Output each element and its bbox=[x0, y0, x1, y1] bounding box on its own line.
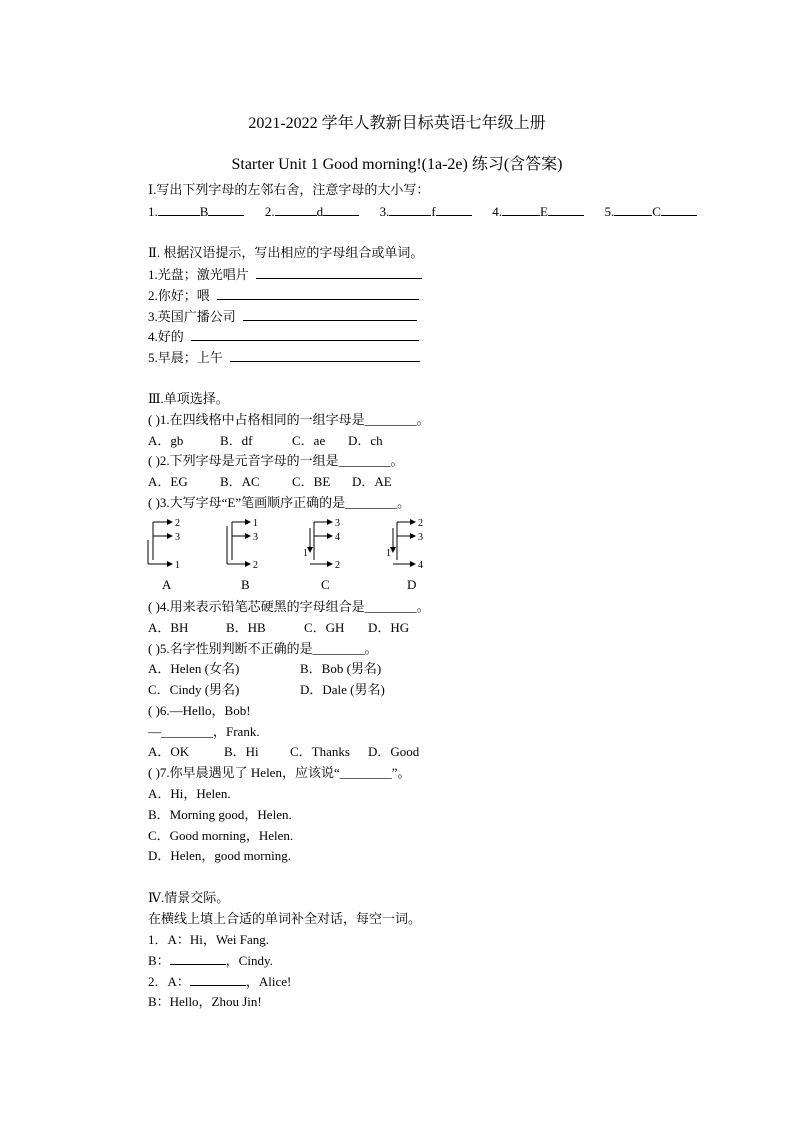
section-1-line: 1. B 2. d 3. f 4. E 5. C bbox=[148, 203, 697, 220]
question-5-options-ab: A．Helen (女名) B．Bob (男名) bbox=[148, 661, 382, 676]
s2-item-4: 4.好的 bbox=[148, 328, 419, 345]
section-1-heading: Ⅰ.写出下列字母的左邻右舍，注意字母的大小写： bbox=[148, 182, 430, 197]
question-7-option-a: A．Hi，Helen. bbox=[148, 786, 231, 801]
s2-item-1: 1.光盘；激光唱片 bbox=[148, 266, 422, 283]
document-subtitle: Starter Unit 1 Good morning!(1a-2e) 练习(含答案) bbox=[231, 156, 563, 173]
fig-c-n3: 1 bbox=[303, 548, 308, 559]
stroke-order-figures bbox=[140, 514, 440, 572]
document-title: 2021-2022 学年人教新目标英语七年级上册 bbox=[248, 115, 546, 132]
question-7-option-d: D．Helen，good morning. bbox=[148, 848, 291, 863]
s2-item-2: 2.你好；喂 bbox=[148, 287, 419, 304]
section-4-heading: Ⅳ.情景交际。 bbox=[148, 890, 230, 905]
question-1-options: A．gb B．df C．ae D．ch bbox=[148, 433, 383, 448]
question-7: ( )7.你早晨遇见了 Helen，应该说“________”。 bbox=[148, 765, 411, 780]
fig-c-n2: 4 bbox=[335, 532, 340, 543]
section-3-heading: Ⅲ.单项选择。 bbox=[148, 391, 229, 406]
section-4-instructions: 在横线上填上合适的单词补全对话，每空一词。 bbox=[148, 911, 422, 926]
fig-a-n2: 3 bbox=[175, 532, 180, 543]
figure-a bbox=[148, 522, 172, 564]
question-2: ( )2.下列字母是元音字母的一组是________。 bbox=[148, 453, 404, 468]
dialogue-line-1: 1．A：Hi，Wei Fang. bbox=[148, 932, 269, 947]
figure-label-a: A bbox=[162, 577, 172, 592]
question-6: ( )6.—Hello，Bob! bbox=[148, 703, 251, 718]
fig-b-n3: 2 bbox=[253, 560, 258, 571]
dialogue-line-3: 2．A： ，Alice! bbox=[148, 974, 292, 989]
question-7-option-b: B．Morning good，Helen. bbox=[148, 807, 292, 822]
question-3: ( )3.大写字母“E”笔画顺序正确的是________。 bbox=[148, 495, 411, 510]
figure-label-b: B bbox=[241, 577, 250, 592]
fig-b-n2: 3 bbox=[253, 532, 258, 543]
figure-b bbox=[227, 522, 250, 564]
fig-d-n4: 4 bbox=[418, 560, 423, 571]
question-6-options: A．OK B．Hi C．Thanks D．Good bbox=[148, 744, 420, 759]
fig-d-n1: 2 bbox=[418, 518, 423, 529]
figure-label-d: D bbox=[407, 577, 417, 592]
question-5: ( )5.名字性别判断不正确的是________。 bbox=[148, 641, 378, 656]
dialogue-line-4: B：Hello，Zhou Jin! bbox=[148, 994, 262, 1009]
question-5-options-cd: C．Cindy (男名) D．Dale (男名) bbox=[148, 682, 385, 697]
question-6-response: —________，Frank. bbox=[148, 724, 260, 739]
section-2-heading: Ⅱ. 根据汉语提示，写出相应的字母组合或单词。 bbox=[148, 245, 424, 260]
fig-d-n3: 1 bbox=[386, 548, 391, 559]
figure-label-c: C bbox=[321, 577, 330, 592]
s2-item-3: 3.英国广播公司 bbox=[148, 308, 417, 325]
fig-c-n1: 3 bbox=[335, 518, 340, 529]
fig-d-n2: 3 bbox=[418, 532, 423, 543]
question-1: ( )1.在四线格中占格相同的一组字母是________。 bbox=[148, 412, 430, 427]
question-2-options: A．EG B．AC C．BE D．AE bbox=[148, 474, 392, 489]
fig-a-n3: 1 bbox=[175, 560, 180, 571]
question-4-options: A．BH B．HB C．GH D．HG bbox=[148, 620, 410, 635]
question-4: ( )4.用来表示铅笔芯硬黑的字母组合是________。 bbox=[148, 599, 430, 614]
fig-a-n1: 2 bbox=[175, 518, 180, 529]
s2-item-5: 5.早晨；上午 bbox=[148, 349, 420, 366]
figure-c bbox=[310, 522, 332, 564]
dialogue-line-2: B： ，Cindy. bbox=[148, 953, 273, 968]
fig-c-n4: 2 bbox=[335, 560, 340, 571]
question-7-option-c: C．Good morning，Helen. bbox=[148, 828, 294, 843]
figure-d bbox=[393, 522, 415, 564]
fig-b-n1: 1 bbox=[253, 518, 258, 529]
